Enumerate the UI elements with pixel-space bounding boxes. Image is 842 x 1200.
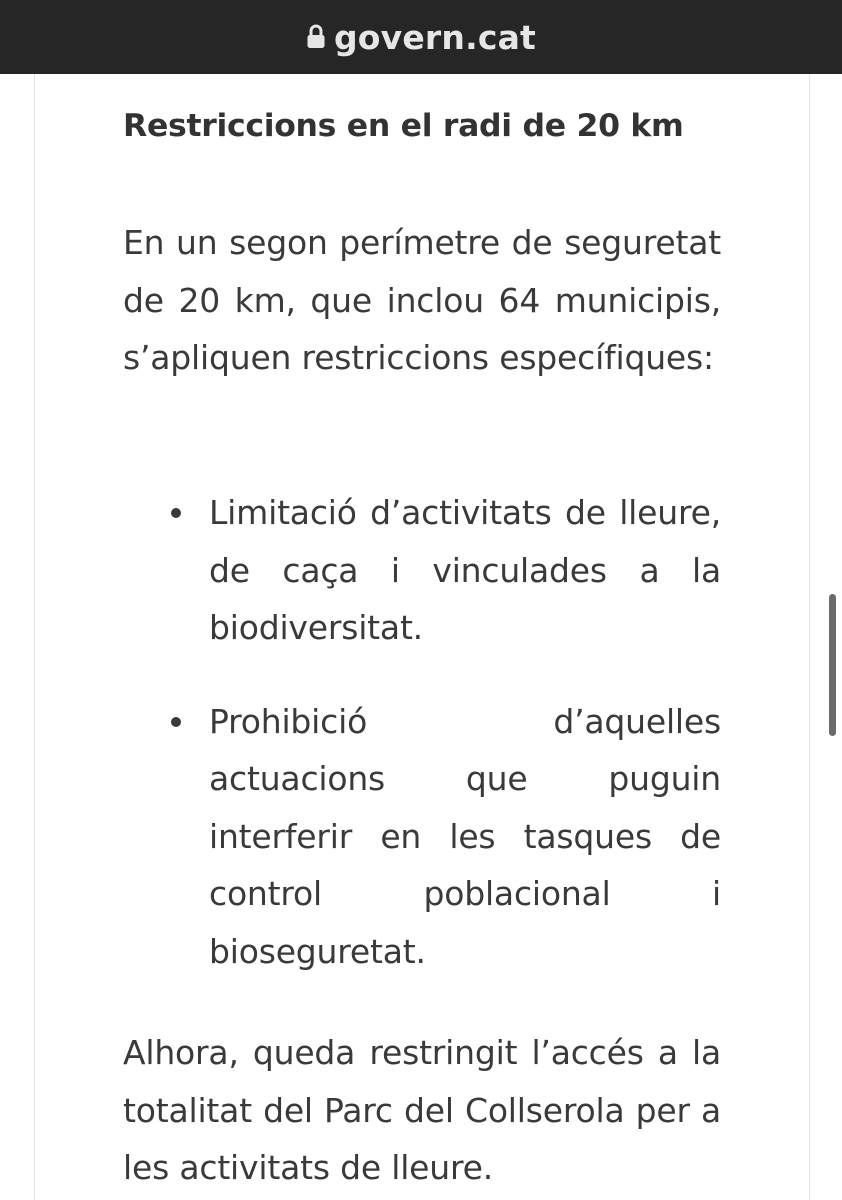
browser-address-bar[interactable]	[0, 0, 842, 74]
restrictions-list	[123, 484, 721, 980]
list-item-text: Prohibició d’aquelles actuacions que puguin interferir en les tasques de control poblacional i bioseguretat.	[209, 701, 721, 971]
article-page	[34, 74, 810, 1200]
list-item-text: Limitació d’activitats de lleure, de caça i vinculades a la biodiversitat.	[209, 493, 721, 647]
bullet-icon	[171, 717, 181, 727]
list-item	[123, 693, 721, 981]
url-display[interactable]	[306, 18, 536, 57]
url-text: govern.cat	[333, 17, 537, 57]
lock-icon	[306, 24, 326, 50]
closing-paragraph: Alhora, queda restringit l’accés a la totalitat del Parc del Collserola per a les activitats de lleure.	[123, 1033, 721, 1187]
list-item	[123, 484, 721, 657]
scrollbar[interactable]	[829, 594, 836, 736]
section-heading: Restriccions en el radi de 20 km	[123, 108, 684, 144]
bullet-icon	[171, 508, 181, 518]
intro-paragraph: En un segon perímetre de seguretat de 20 km, que inclou 64 municipis, s’apliquen restriccions específiques:	[123, 223, 721, 377]
